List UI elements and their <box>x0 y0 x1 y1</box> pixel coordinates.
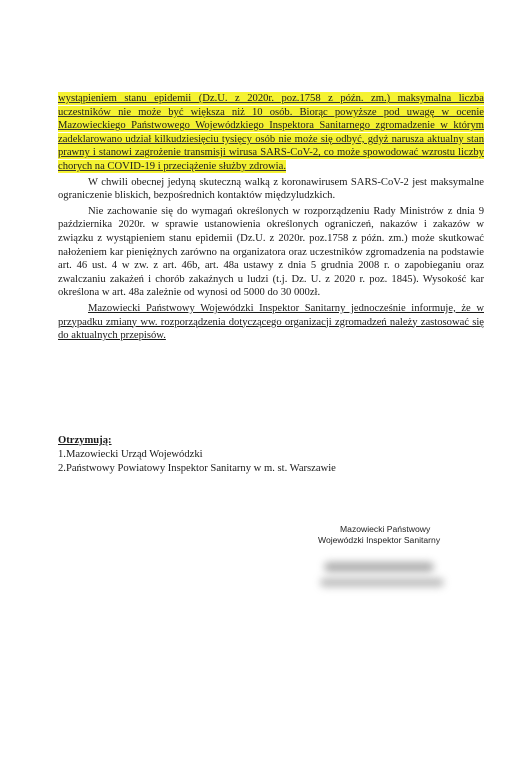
recipients-title: Otrzymują: <box>58 435 112 446</box>
recipient-item: 1.Mazowiecki Urząd Wojewódzki <box>58 449 203 460</box>
redacted-signature <box>320 558 450 594</box>
paragraph-notice <box>58 302 484 343</box>
paragraph-highlighted <box>58 92 484 174</box>
recipients-list <box>58 434 336 476</box>
signature-stamp <box>318 524 468 546</box>
stamp-line: Wojewódzki Inspektor Sanitarny <box>318 535 441 545</box>
redacted-line <box>320 578 444 587</box>
recipient-item: 2.Państwowy Powiatowy Inspektor Sanitarny w m. st. Warszawie <box>58 463 336 474</box>
paragraph-contacts: W chwili obecnej jedyną skuteczną walką z koronawirusem SARS-CoV-2 jest maksymalne ograniczenie bliskich, bezpośrednich kontaktów międzyludzkich. <box>58 176 484 202</box>
redacted-line <box>324 562 434 572</box>
highlighted-text: wystąpieniem stanu epidemii (Dz.U. z 2020r. poz.1758 z późn. zm.) maksymalna liczba uczestników nie może być większa niż 10 osób. Biorąc powyższe pod uwagę w ocenie Mazowieckiego Państwowego Wojewódzkiego Inspektora Sanitarnego zgromadzenie w którym zadeklarowano udział kilkudziesięciu tysięcy osób nie może się odbyć, gdyż narusza aktualny stan prawny i stanowi zagrożenie transmisji wirusa SARS-CoV-2, co może spowodować wzrostu liczby chorych na COVID-19 i przeciążenie służby zdrowia. <box>58 93 484 172</box>
stamp-line: Mazowiecki Państwowy <box>340 524 431 534</box>
notice-text: Mazowiecki Państwowy Wojewódzki Inspektor Sanitarny jednocześnie informuje, że w przypadku zmiany ww. rozporządzenia dotyczącego organizacji zgromadzeń należy zastosować się do aktualnych przepisów. <box>58 302 484 342</box>
paragraph-penalties: Nie zachowanie się do wymagań określonych w rozporządzeniu Rady Ministrów z dnia 9 października 2020r. w sprawie ustanowienia określonych ograniczeń, nakazów i zakazów w związku z wystąpieniem stanu epidemii (Dz.U. z 2020r. poz.1758 z późn. zm.) może skutkować nałożeniem kar pieniężnych zarówno na organizatora oraz uczestników zgromadzenia na podstawie art. 46 ust. 4 w zw. z art. 46b, art. 48a ustawy z dnia 5 grudnia 2008 r. o zapobieganiu oraz zwalczaniu zakażeń i chorób zakaźnych u ludzi (t.j. Dz. U. z 2020 r. poz. 1845). Wysokość kar określona w art. 48a zależnie od wynosi od 5000 do 30 000zł. <box>58 205 484 299</box>
